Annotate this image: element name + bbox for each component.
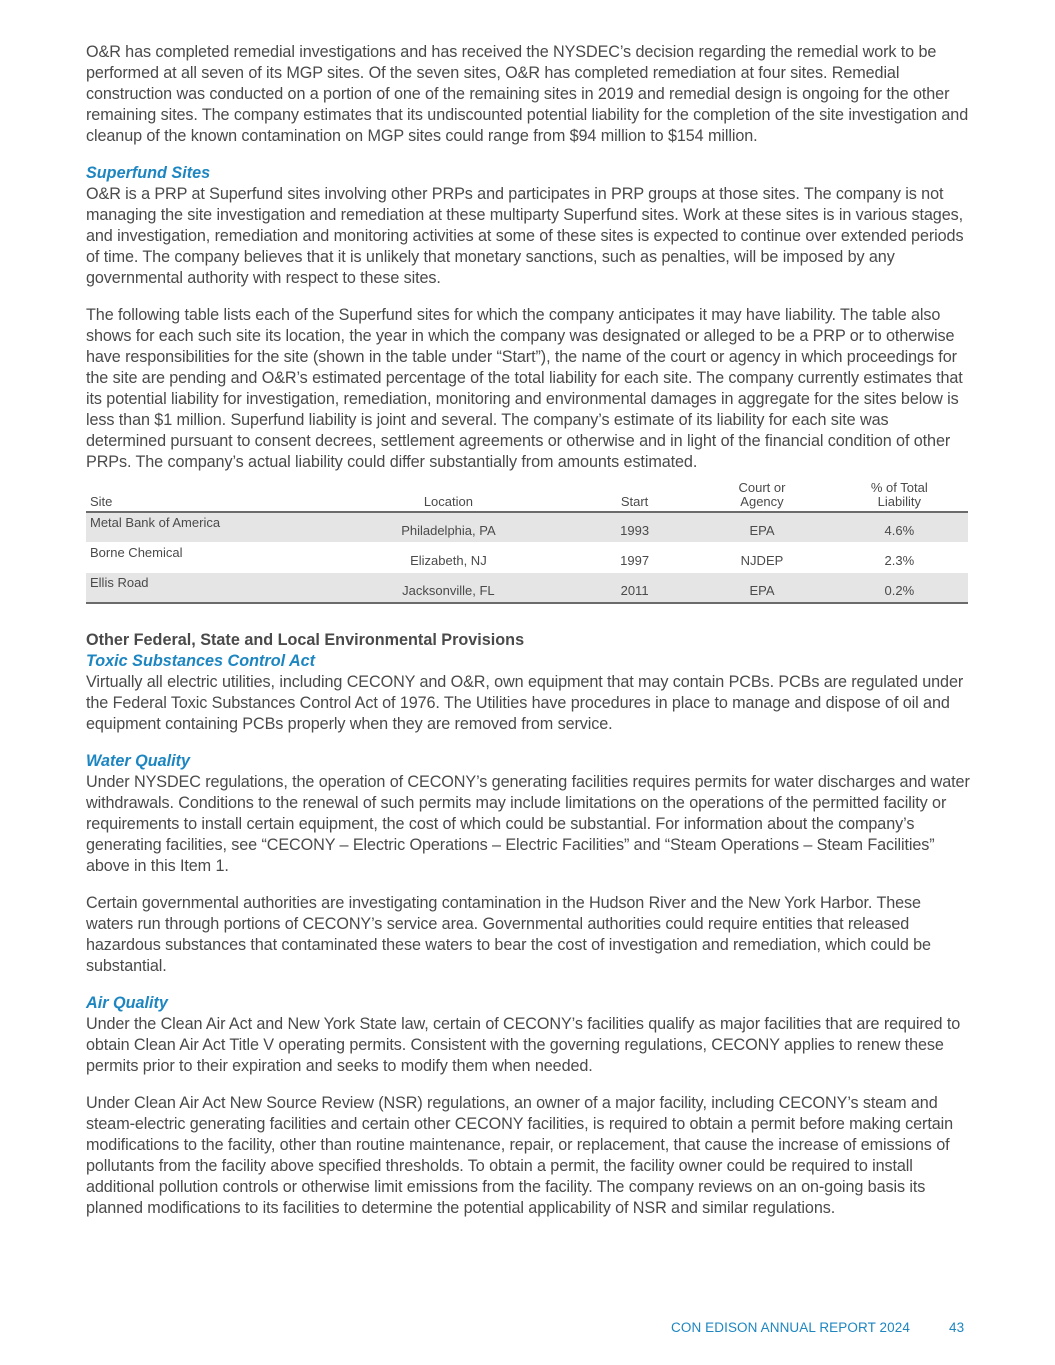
page-footer — [671, 1320, 965, 1335]
table-row — [86, 543, 968, 573]
cell-location: Philadelphia, PA — [321, 512, 576, 543]
header-start: Start — [576, 481, 693, 512]
table-header-row — [86, 481, 968, 512]
water-paragraph-2: Certain governmental authorities are investigating contamination in the Hudson River and the New York Harbor. These waters run through portions of CECONY’s service area. Governmental authorities could require entities that released hazardous substances that contaminated these waters to bear the cost of investigation and remediation, which could be substantial. — [86, 894, 931, 975]
cell-agency: NJDEP — [693, 543, 830, 573]
cell-pct: 0.2% — [831, 573, 968, 604]
header-court-line2: Agency — [740, 494, 784, 509]
other-provisions-heading: Other Federal, State and Local Environmental Provisions — [86, 631, 525, 649]
water-heading: Water Quality — [86, 752, 191, 770]
cell-agency: EPA — [693, 512, 830, 543]
cell-site: Ellis Road — [86, 573, 321, 604]
cell-agency: EPA — [693, 573, 830, 604]
header-pct-liability — [831, 481, 968, 512]
header-court-line1: Court or — [738, 480, 786, 495]
other-provisions-section — [86, 630, 970, 1219]
footer-page-number: 43 — [949, 1320, 965, 1335]
cell-location: Jacksonville, FL — [321, 573, 576, 604]
superfund-heading: Superfund Sites — [86, 164, 211, 182]
header-pct-line2: Liability — [877, 494, 921, 509]
footer-report-title: CON EDISON ANNUAL REPORT 2024 — [671, 1320, 910, 1335]
header-site: Site — [86, 481, 321, 512]
air-heading: Air Quality — [86, 994, 168, 1012]
header-court-agency — [693, 481, 830, 512]
header-location: Location — [321, 481, 576, 512]
header-pct-line1: % of Total — [870, 480, 928, 495]
mgp-paragraph: O&R has completed remedial investigations and has received the NYSDEC’s decision regarding the remedial work to be performed at all seven of its MGP sites. Of the seven sites, O&R has completed remediation at four sites. Remedial construction was conducted on a portion of one of the remaining sites in 2019 and remedial design is ongoing for the other remaining sites. The company estimates that its undiscounted potential liability for the completion of the site investigation and cleanup of the known contamination on MGP sites could range from $94 million to $154 million. — [86, 43, 969, 145]
cell-start: 1993 — [576, 512, 693, 543]
superfund-paragraph-2: The following table lists each of the Superfund sites for which the company anticipates it may have liability. The table also shows for each such site its location, the year in which the company was designated or alleged to be a PRP or to otherwise have responsibilities for the site (shown in the table under “Start”), the name of the court or agency in which proceedings for the site are pending and O&R’s estimated percentage of the total liability for each site. The company currently estimates that its potential liability for investigation, remediation, monitoring and environmental damages in aggregate for the sites below is less than $1 million. Superfund liability is joint and several. The company’s estimate of its liability for each site was determined pursuant to consent decrees, settlement agreements or otherwise and in light of the financial condition of other PRPs. The company’s actual liability could differ substantially from amounts estimated. — [86, 306, 963, 471]
superfund-paragraph-1: O&R is a PRP at Superfund sites involving other PRPs and participates in PRP groups at those sites. The company is not managing the site investigation and remediation at these multiparty Superfund sites. Work at these sites is in various stages, and investigation, remediation and monitoring activities at some of these sites is expected to continue over extended periods of time. The company believes that it is unlikely that monetary sanctions, such as penalties, will be imposed by any governmental authority with respect to these sites. — [86, 185, 964, 287]
cell-site: Borne Chemical — [86, 543, 321, 573]
cell-start: 2011 — [576, 573, 693, 604]
toxic-paragraph: Virtually all electric utilities, including CECONY and O&R, own equipment that may contain PCBs. PCBs are regulated under the Federal Toxic Substances Control Act of 1976. The Utilities have procedures in place to manage and dispose of oil and equipment containing PCBs properly when they are removed from service. — [86, 673, 964, 733]
table-row — [86, 573, 968, 604]
water-paragraph-1: Under NYSDEC regulations, the operation of CECONY’s generating facilities requires permits for water discharges and water withdrawals. Conditions to the renewal of such permits may include limitations on the operations of the permitted facility or requirements to install certain equipment, the cost of which could be substantial. For information about the company’s generating facilities, see “CECONY – Electric Operations – Electric Facilities” and “Steam Operations – Steam Facilities” above in this Item 1. — [86, 773, 970, 875]
cell-pct: 4.6% — [831, 512, 968, 543]
superfund-section — [86, 163, 970, 604]
toxic-heading: Toxic Substances Control Act — [86, 652, 316, 670]
cell-location: Elizabeth, NJ — [321, 543, 576, 573]
cell-start: 1997 — [576, 543, 693, 573]
air-paragraph-1: Under the Clean Air Act and New York State law, certain of CECONY’s facilities qualify as major facilities that are required to obtain Clean Air Act Title V operating permits. Consistent with the governing regulations, CECONY applies to renew these permits prior to their expiration and seeks to modify them when needed. — [86, 1015, 961, 1075]
cell-site: Metal Bank of America — [86, 512, 321, 543]
superfund-sites-table — [86, 481, 968, 604]
table-row — [86, 512, 968, 543]
page-content — [86, 42, 970, 1219]
air-paragraph-2: Under Clean Air Act New Source Review (NSR) regulations, an owner of a major facility, including CECONY’s steam and steam-electric generating facilities and certain other CECONY facilities, is required to obtain a permit before making certain modifications to the facility, other than routine maintenance, repair, or replacement, that cause the increase of emissions of pollutants from the facility above specified thresholds. To obtain a permit, the facility owner could be required to install additional pollution controls or otherwise limit emissions from the facility. The company reviews on an on-going basis its planned modifications to its facilities to determine the potential applicability of NSR and similar regulations. — [86, 1094, 954, 1217]
cell-pct: 2.3% — [831, 543, 968, 573]
